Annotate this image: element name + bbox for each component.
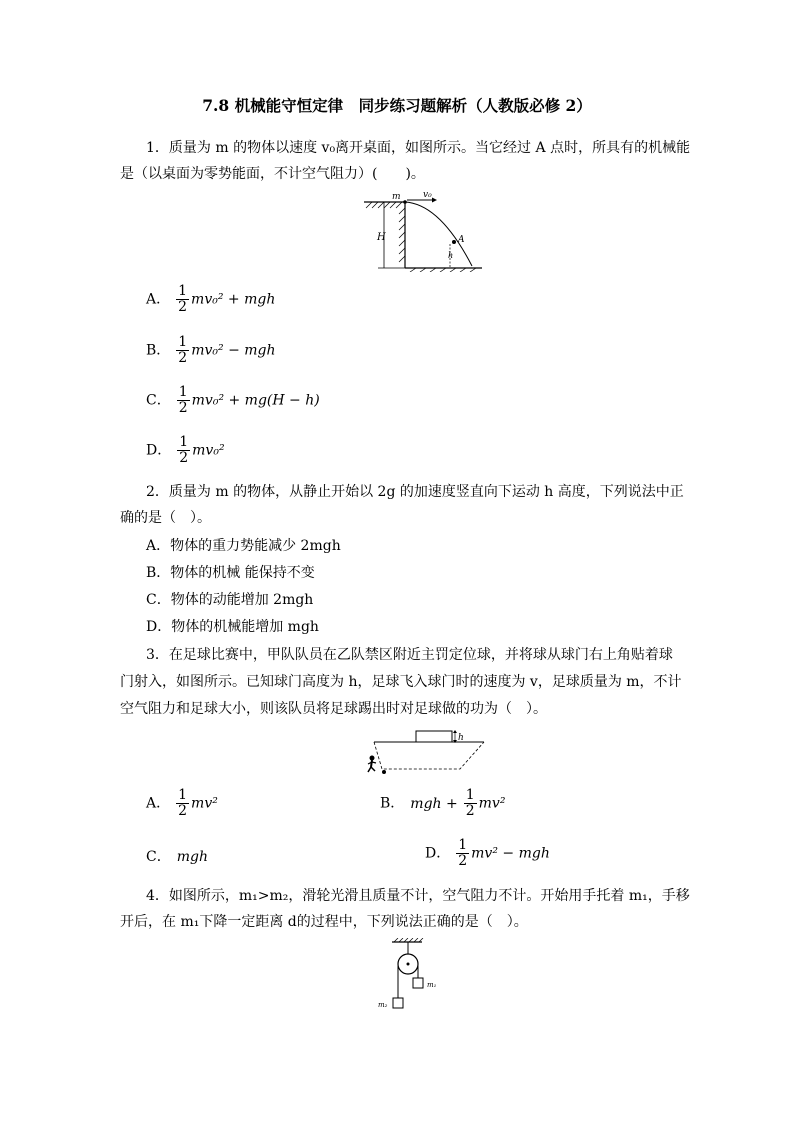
- q3-option-a: [146, 788, 218, 819]
- q3-option-b: [380, 788, 505, 819]
- frac-num: 1: [178, 384, 188, 400]
- fraction: [176, 335, 189, 366]
- fraction: [176, 284, 189, 315]
- frac-num: 1: [178, 787, 188, 803]
- q1-fig-m-label: m: [392, 192, 401, 202]
- frac-den: 2: [178, 803, 188, 819]
- q2-option-c: C．物体的动能增加 2mgh: [146, 592, 314, 608]
- ball-icon: [382, 770, 386, 774]
- option-label: B．: [146, 342, 171, 359]
- option-label: A．: [146, 795, 171, 812]
- q3-stem-line1: 3．在足球比赛中，甲队队员在乙队禁区附近主罚定位球，并将球从球门右上角贴着球: [146, 647, 673, 663]
- option-expr: mv²: [478, 795, 506, 812]
- frac-num: 1: [178, 334, 188, 350]
- option-label: B．: [380, 795, 405, 812]
- option-label: C．: [146, 392, 171, 409]
- q3-fig-h-label: h: [458, 733, 464, 743]
- option-label: A．: [146, 291, 171, 308]
- frac-num: 1: [178, 283, 188, 299]
- q4-figure: [370, 938, 450, 1014]
- option-label: C．: [146, 849, 171, 865]
- q2-option-d: D．物体的机械能增加 mgh: [146, 619, 319, 635]
- page-title: 7.8 机械能守恒定律 同步练习题解析（人教版必修 2）: [202, 96, 592, 115]
- q1-option-d: [146, 435, 225, 466]
- q1-fig-H-label: H: [377, 232, 386, 243]
- fraction: [176, 788, 189, 819]
- frac-num: 1: [465, 787, 475, 803]
- frac-den: 2: [178, 400, 188, 416]
- q2-stem-line1: 2．质量为 m 的物体，从静止开始以 2g 的加速度竖直向下运动 h 高度，下列说法中正: [146, 484, 684, 500]
- fraction: [464, 788, 477, 819]
- q2-stem-line2: 确的是（ ）。: [120, 510, 211, 526]
- q4-fig-m1-label: m₁: [427, 981, 437, 989]
- q3-option-d: [425, 838, 550, 869]
- q1-stem-line2: 是（以桌面为零势能面，不计空气阻力）( )。: [120, 166, 425, 182]
- option-expr: mv₀² + mg(H − h): [191, 392, 320, 409]
- frac-den: 2: [179, 450, 189, 466]
- mass-m1: [413, 978, 423, 988]
- q1-fig-A-label: A: [458, 235, 465, 245]
- mass-m2: [393, 998, 403, 1008]
- fraction: [177, 385, 190, 416]
- q3-figure: [360, 727, 490, 777]
- q2-option-b: B．物体的机械 能保持不变: [146, 565, 315, 581]
- option-expr: mv₀² − mgh: [191, 342, 276, 359]
- option-expr: mv² − mgh: [471, 845, 550, 862]
- fraction: [177, 435, 190, 466]
- frac-den: 2: [178, 299, 188, 315]
- q1-fig-point-a: [452, 240, 456, 244]
- option-label: D．: [425, 845, 451, 862]
- option-expr: mv₀²: [192, 442, 225, 459]
- option-label: D．: [146, 442, 172, 459]
- q1-fig-mass-point: [403, 200, 407, 204]
- q2-option-a: A．物体的重力势能减少 2mgh: [146, 538, 341, 554]
- q3-stem-line3: 空气阻力和足球大小，则该队员将足球踢出时对足球做的功为（ ）。: [120, 701, 547, 717]
- option-expr: mv²: [191, 795, 218, 812]
- q1-figure: [360, 190, 490, 272]
- frac-num: 1: [179, 434, 189, 450]
- q1-stem-line1: 1．质量为 m 的物体以速度 v₀离开桌面，如图所示。当它经过 A 点时，所具有的机械能: [146, 140, 691, 156]
- q4-stem-line1: 4．如图所示，m₁>m₂，滑轮光滑且质量不计，空气阻力不计。开始用手托着 m₁，手移: [146, 888, 690, 904]
- q3-option-c: [146, 846, 208, 866]
- frac-num: 1: [458, 837, 468, 853]
- fraction: [456, 838, 469, 869]
- q3-fig-goal: [416, 731, 452, 742]
- q4-stem-line2: 开后，在 m₁下降一定距离 d的过程中，下列说法正确的是（ ）。: [120, 914, 528, 930]
- q3-stem-line2: 门射入，如图所示。已知球门高度为 h，足球飞入球门时的速度为 v，足球质量为 m，不计: [120, 674, 682, 690]
- frac-den: 2: [465, 803, 475, 819]
- option-expr: mv₀² + mgh: [191, 291, 276, 308]
- q1-option-c: [146, 385, 320, 416]
- frac-den: 2: [458, 853, 468, 869]
- q1-option-b: [146, 335, 276, 366]
- option-expr: mgh: [176, 849, 208, 865]
- frac-den: 2: [178, 350, 188, 366]
- q1-fig-v0-label: v₀: [423, 190, 432, 200]
- player-icon: [368, 756, 376, 773]
- q1-option-a: [146, 284, 275, 315]
- option-pre: mgh +: [410, 795, 458, 812]
- q4-fig-m2-label: m₂: [378, 1001, 388, 1009]
- q1-fig-h-label: h: [448, 251, 454, 260]
